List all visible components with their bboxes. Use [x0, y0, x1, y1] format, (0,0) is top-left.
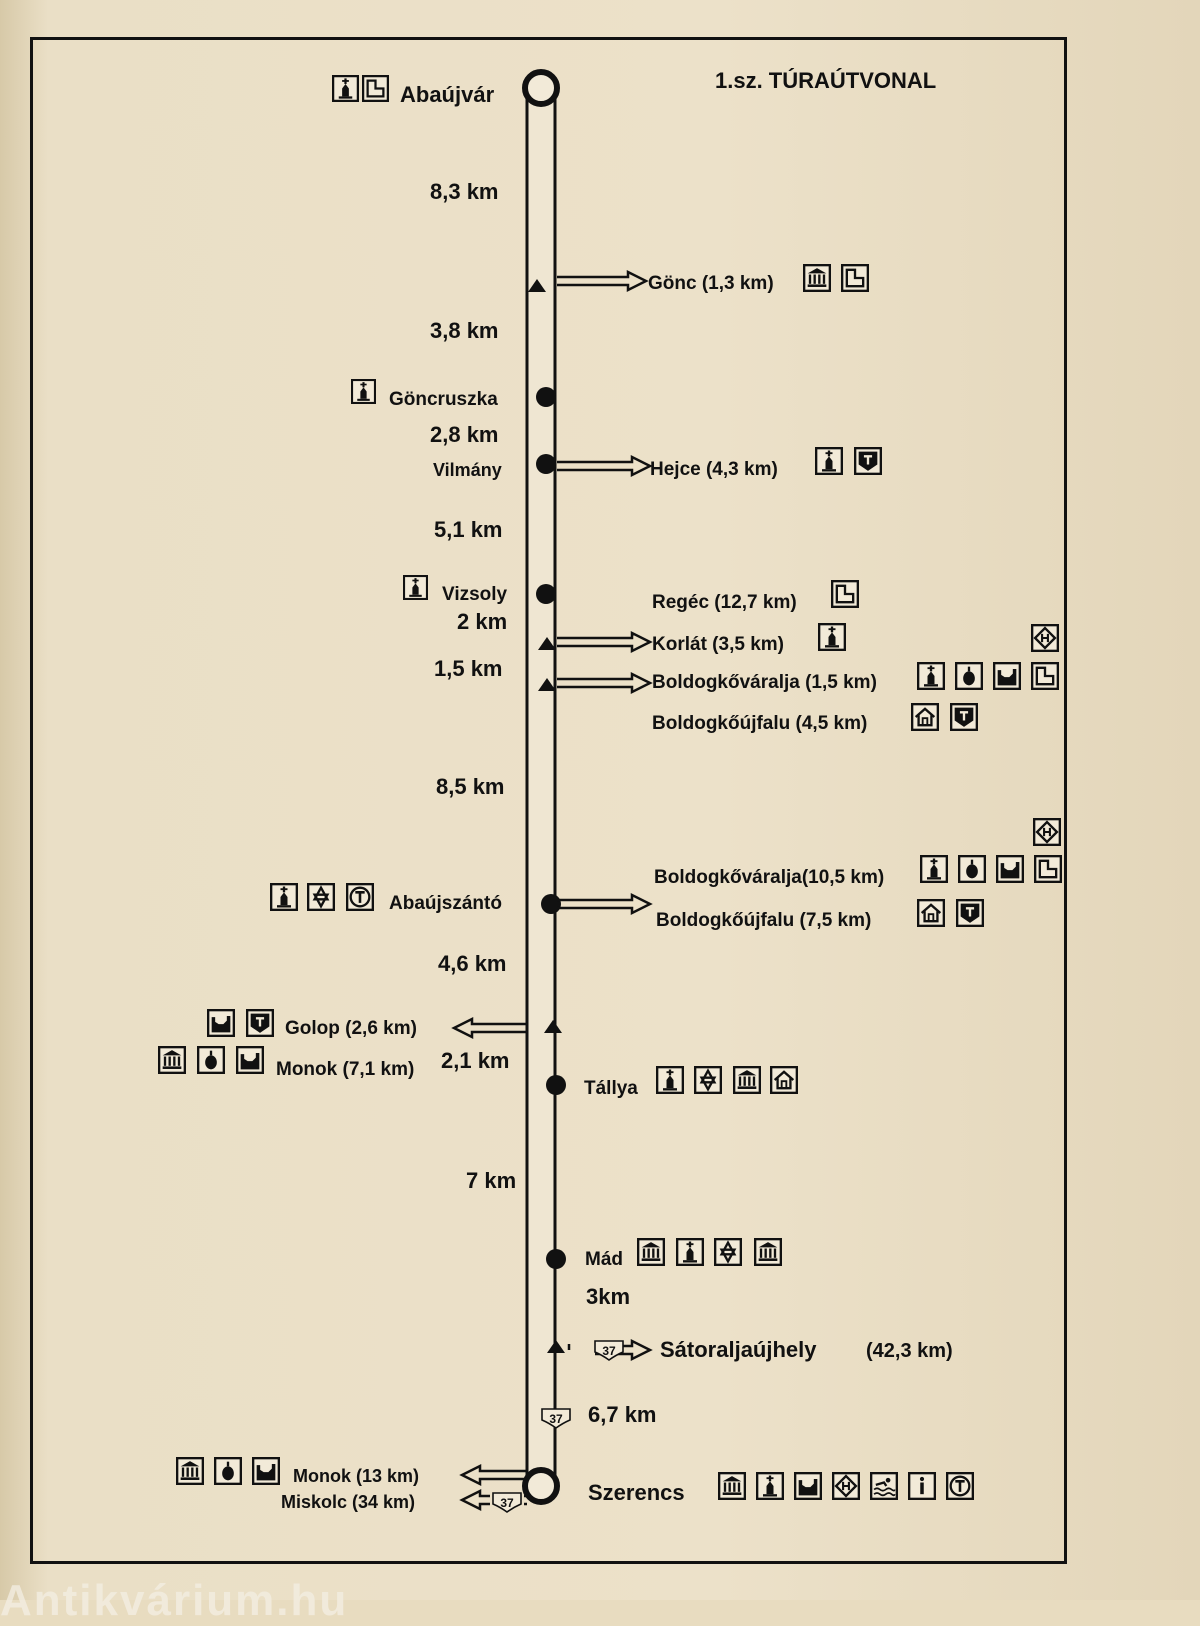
- road-37-shield-a: [595, 1341, 623, 1360]
- hotel-icon: [833, 1473, 859, 1499]
- page-title: 1.sz. TÚRAÚTVONAL: [715, 68, 937, 93]
- arrow-boldogko2: [557, 895, 650, 913]
- distance-label: 3,8 km: [430, 318, 499, 343]
- branch-label-boldogkoujfalu-1: Boldogkőújfalu (4,5 km): [652, 713, 868, 734]
- hotel-icon: [1034, 819, 1060, 845]
- branch-label-monok-2: Monok (13 km): [293, 1466, 420, 1486]
- svg-text:37: 37: [500, 1496, 514, 1510]
- synagogue-icon: [308, 884, 334, 910]
- arrow-korlat: [557, 633, 650, 651]
- branch-label-boldogkoujfalu-2: Boldogkőújfalu (7,5 km): [656, 910, 872, 931]
- ruin-icon: [253, 1458, 279, 1484]
- museum-icon: [719, 1473, 745, 1499]
- station-label-szerencs: Szerencs: [588, 1480, 685, 1505]
- inn-icon: [247, 1010, 273, 1036]
- museum-icon: [734, 1067, 760, 1093]
- station-label-goncruszka: Göncruszka: [389, 389, 498, 410]
- church-icon: [921, 856, 947, 882]
- inn-icon: [855, 448, 881, 474]
- svg-text:37: 37: [602, 1344, 616, 1358]
- castle-icon: [842, 265, 868, 291]
- inn-icon: [951, 704, 977, 730]
- info-icon: [909, 1473, 935, 1499]
- branch-label-golop: Golop (2,6 km): [285, 1018, 417, 1039]
- museum-icon: [638, 1239, 664, 1265]
- distance-label: 8,3 km: [430, 179, 499, 204]
- branch-label-korlat: Korlát (3,5 km): [652, 634, 784, 655]
- branch-label-satoraljaujhely: Sátoraljaújhely: [660, 1337, 817, 1362]
- station-label-tallya: Tállya: [584, 1078, 638, 1099]
- house-icon: [912, 704, 938, 730]
- castle-icon: [832, 581, 858, 607]
- church-icon: [352, 380, 375, 403]
- church-icon: [757, 1473, 783, 1499]
- church-icon: [271, 884, 297, 910]
- castle-icon: [363, 76, 388, 101]
- ruin-icon: [208, 1010, 234, 1036]
- end-terminal-szerencs: [525, 1470, 557, 1502]
- distance-label: 2,8 km: [430, 422, 499, 447]
- station-dot-tallya: [546, 1075, 566, 1095]
- house-icon: [771, 1067, 797, 1093]
- wine-icon: [956, 663, 982, 689]
- distance-label: 7 km: [466, 1168, 517, 1193]
- ruin-icon: [994, 663, 1020, 689]
- station-label-abaujvar: Abaújvár: [400, 82, 495, 107]
- swimming-icon: [871, 1473, 897, 1499]
- watermark: Antikvárium.hu: [0, 1576, 349, 1625]
- station-dot-mad: [546, 1249, 566, 1269]
- church-icon: [677, 1239, 703, 1265]
- wine-icon: [959, 856, 985, 882]
- distance-label: 2,1 km: [441, 1048, 510, 1073]
- station-label-vizsoly: Vizsoly: [442, 584, 508, 605]
- house-icon: [918, 900, 944, 926]
- arrow-gonc: [557, 272, 646, 290]
- church-icon: [333, 76, 358, 101]
- church-icon: [819, 624, 845, 650]
- road-37-shield-c: [493, 1493, 521, 1512]
- church-icon: [816, 448, 842, 474]
- station-label-mad: Mád: [585, 1249, 623, 1270]
- arrow-boldogko1: [557, 674, 650, 692]
- church-icon: [657, 1067, 683, 1093]
- main-route-line: [527, 88, 555, 1485]
- arrow-golop: [454, 1019, 527, 1037]
- church-icon: [918, 663, 944, 689]
- synagogue-icon: [715, 1239, 741, 1265]
- museum-icon: [159, 1047, 185, 1073]
- wine-icon: [198, 1047, 224, 1073]
- distance-label: 8,5 km: [436, 774, 505, 799]
- station-dot-vilmany: [536, 454, 556, 474]
- castle-icon: [1035, 856, 1061, 882]
- ruin-icon: [795, 1473, 821, 1499]
- distance-label: 6,7 km: [588, 1402, 657, 1427]
- start-terminal-abaujvar: [525, 72, 557, 104]
- distance-label: 1,5 km: [434, 656, 503, 681]
- ruin-icon: [237, 1047, 263, 1073]
- arrow-hejce: [557, 457, 650, 475]
- branch-label-hejce: Hejce (4,3 km): [650, 459, 778, 480]
- wine-icon: [215, 1458, 241, 1484]
- synagogue-icon: [695, 1067, 721, 1093]
- station-label-abaujszanto: Abaújszántó: [389, 893, 502, 914]
- station-label-vilmany: Vilmány: [433, 460, 502, 480]
- branch-label-gonc: Gönc (1,3 km): [648, 273, 774, 294]
- tourist-icon: [347, 884, 373, 910]
- station-dot-abaujszanto: [541, 894, 561, 914]
- ruin-icon: [997, 856, 1023, 882]
- hotel-icon: [1032, 625, 1058, 651]
- inn-icon: [957, 900, 983, 926]
- distance-label: 3km: [586, 1284, 631, 1309]
- tourist-icon: [947, 1473, 973, 1499]
- church-icon: [404, 576, 427, 599]
- museum-icon: [177, 1458, 203, 1484]
- station-dot-vizsoly: [536, 584, 556, 604]
- branch-label-boldogkovaralja-1: Boldogkőváralja (1,5 km): [652, 672, 877, 693]
- branch-label-regec: Regéc (12,7 km): [652, 592, 797, 613]
- station-labels-right: [584, 1067, 973, 1505]
- distance-label: 2 km: [457, 609, 508, 634]
- castle-icon: [1032, 663, 1058, 689]
- arrow-monok2: [462, 1466, 527, 1484]
- distance-label: 4,6 km: [438, 951, 507, 976]
- museum-icon: [804, 265, 830, 291]
- branch-label-boldogkovaralja-2: Boldogkőváralja(10,5 km): [654, 867, 885, 888]
- distance-label: 5,1 km: [434, 517, 503, 542]
- branch-label-satoraljaujhely-km: (42,3 km): [866, 1340, 953, 1362]
- station-dot-goncruszka: [536, 387, 556, 407]
- svg-text:37: 37: [549, 1412, 563, 1426]
- branch-label-miskolc: Miskolc (34 km): [281, 1492, 416, 1512]
- branch-label-monok-1: Monok (7,1 km): [276, 1059, 415, 1080]
- museum-icon: [755, 1239, 781, 1265]
